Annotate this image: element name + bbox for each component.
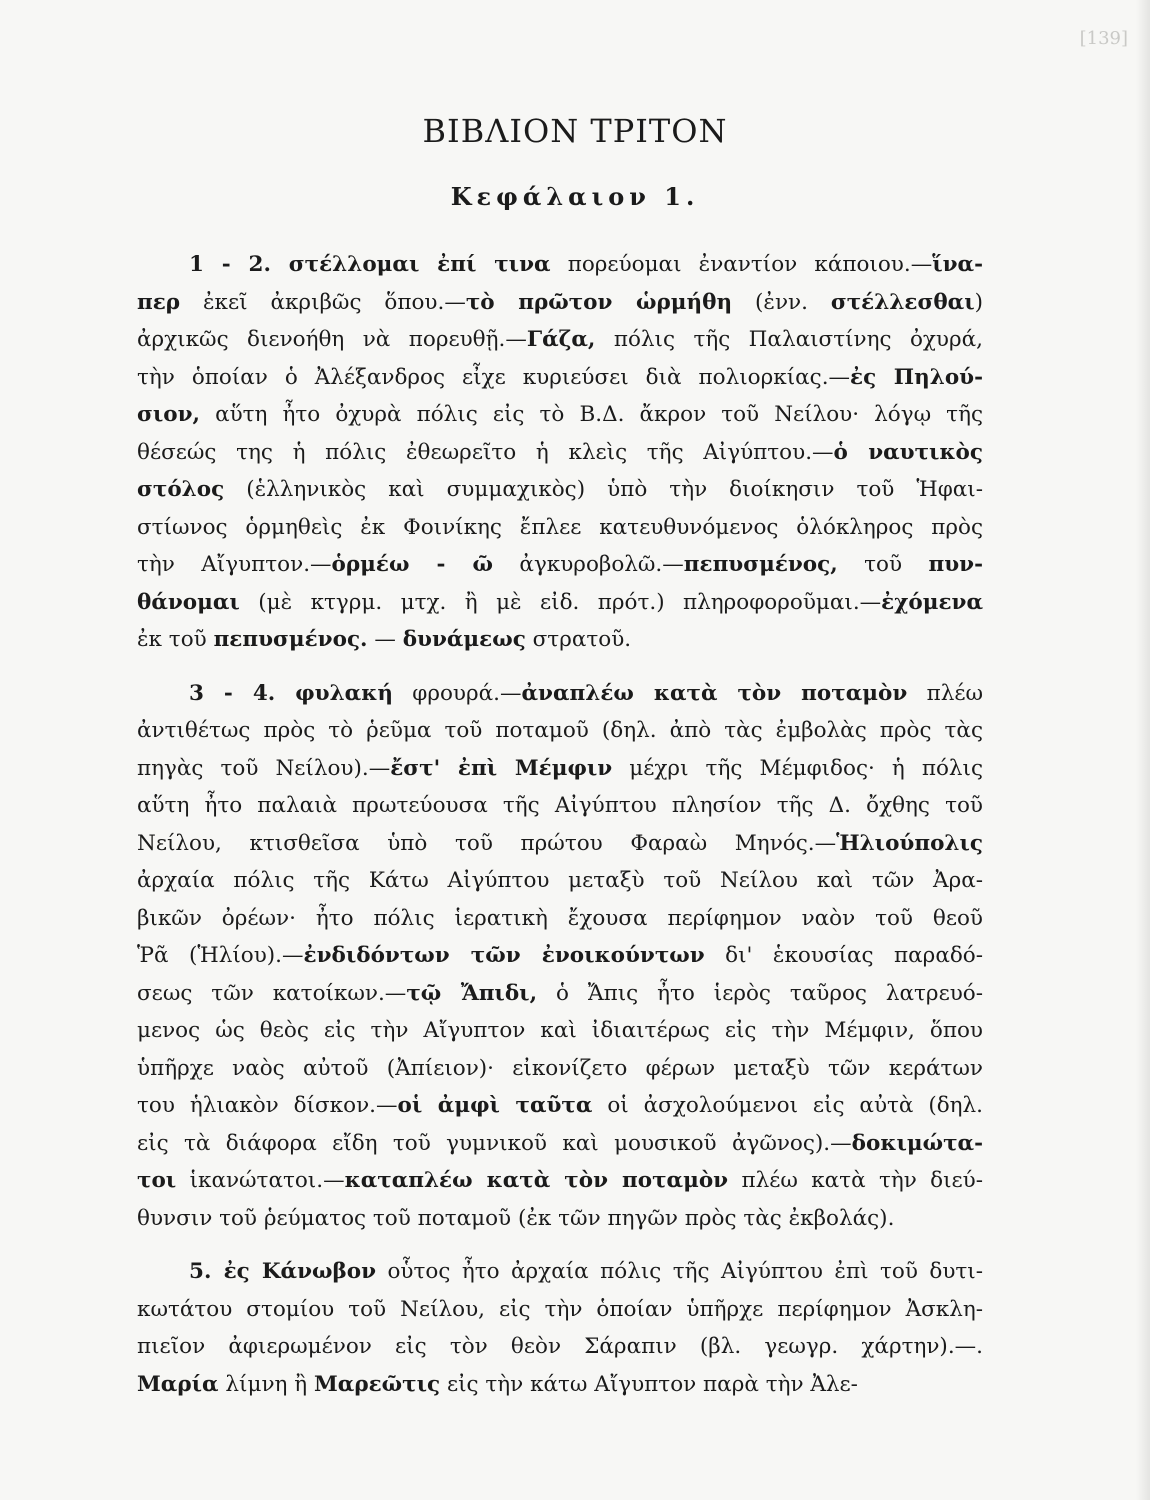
- lemma: πεπυσμένος.: [213, 627, 368, 652]
- gloss: θυνσιν τοῦ ῥεύματος τοῦ ποταμοῦ (ἐκ τῶν πηγῶν πρὸς τὰς ἐκβολάς).: [137, 1205, 895, 1231]
- text-line: [137, 1366, 983, 1404]
- gloss: αὕτη ἦτο παλαιὰ πρωτεύουσα τῆς Αἰγύπτου πλησίον τῆς Δ. ὄχθης τοῦ: [137, 793, 983, 818]
- chapter-heading: Κεφάλαιον 1.: [450, 182, 700, 211]
- lemma: ὁρμέω - ῶ: [331, 552, 493, 577]
- text-line: [137, 359, 983, 397]
- paragraph-gap: [137, 1237, 983, 1253]
- gloss: —: [367, 627, 403, 652]
- gloss: πορεύομαι ἐναντίον κάποιου.—: [550, 252, 933, 277]
- lemma: ἐς Κάνωβον: [223, 1259, 376, 1284]
- gloss: ἀρχικῶς διενοήθη νὰ πορευθῇ.—: [137, 327, 527, 352]
- gloss: οἱ ἀσχολούμενοι εἰς αὐτὰ (δηλ.: [592, 1093, 983, 1118]
- lemma: 1 - 2.: [189, 252, 289, 277]
- text-line: [137, 900, 983, 938]
- text-line: [137, 1328, 983, 1366]
- text-line: [137, 1162, 983, 1200]
- gloss: τοῦ: [837, 552, 929, 577]
- gloss: εἰς τὰ διάφορα εἴδη τοῦ γυμνικοῦ καὶ μουσικοῦ ἀγῶνος).—: [137, 1130, 852, 1156]
- lemma: ἐχόμενα: [881, 589, 983, 615]
- commentary-paragraph: [137, 1253, 983, 1403]
- gloss: (μὲ κτγρμ. μτχ. ἢ μὲ εἰδ. πρότ.) πληροφοροῦμαι.—: [239, 589, 882, 615]
- text-line: [137, 750, 983, 788]
- gloss: εἰς τὴν κάτω Αἴγυπτον παρὰ τὴν Ἀλε-: [440, 1371, 858, 1397]
- gloss: ): [974, 289, 983, 315]
- text-line: [137, 975, 983, 1013]
- gloss: ἱκανώτατοι.—: [176, 1168, 345, 1193]
- text-line: [137, 1125, 983, 1163]
- lemma: δοκιμώτα-: [851, 1130, 983, 1156]
- commentary-body: [137, 246, 983, 1403]
- gloss: στρατοῦ.: [525, 627, 632, 652]
- lemma: φυλακή: [295, 680, 393, 706]
- gloss: ἀγκυροβολῶ.—: [493, 552, 684, 577]
- lemma: Μαρία: [137, 1371, 219, 1397]
- lemma: ὁ ναυτικὸς: [833, 439, 983, 465]
- gloss: μενος ὡς θεὸς εἰς τὴν Αἴγυπτον καὶ ἰδιαιτέρως εἰς τὴν Μέμφιν, ὅπου: [137, 1018, 983, 1043]
- text-line: [137, 787, 983, 825]
- lemma: ἔστ' ἐπὶ Μέμφιν: [390, 755, 613, 781]
- gloss: ἐκ τοῦ: [137, 627, 214, 652]
- lemma: οἱ ἀμφὶ ταῦτα: [397, 1093, 593, 1118]
- text-line: [137, 712, 983, 750]
- gloss: πηγὰς τοῦ Νείλου).—: [137, 755, 391, 781]
- gloss: πλέω: [907, 680, 983, 706]
- gloss: πλέω κατὰ τὴν διεύ-: [728, 1168, 983, 1193]
- gloss: πόλις τῆς Παλαιστίνης ὀχυρά,: [595, 327, 983, 352]
- commentary-paragraph: [137, 246, 983, 659]
- lemma: στέλλομαι ἐπί τινα: [288, 252, 551, 277]
- gloss: ἐκεῖ ἀκριβῶς ὅπου.—: [180, 289, 466, 315]
- lemma: ἀναπλέω κατὰ τὸν ποταμὸν: [521, 680, 908, 706]
- lemma: πυν-: [928, 552, 983, 577]
- text-line: [137, 862, 983, 900]
- lemma: δυνάμεως: [402, 627, 526, 652]
- gloss: μέχρι τῆς Μέμφιδος· ἡ πόλις: [612, 755, 983, 781]
- lemma: 3 - 4.: [189, 680, 296, 706]
- lemma: στόλος: [137, 477, 225, 502]
- text-line: [137, 1050, 983, 1088]
- lemma: Ἡλιούπολις: [836, 830, 983, 856]
- gloss: δι' ἑκουσίας παραδό-: [704, 943, 983, 968]
- lemma: 5.: [189, 1259, 224, 1284]
- gloss: θέσεώς της ἡ πόλις ἐθεωρεῖτο ἡ κλεὶς τῆς Αἰγύπτου.—: [137, 439, 834, 465]
- gloss: φρουρά.—: [392, 680, 522, 706]
- text-line: [137, 1253, 983, 1291]
- lemma: Μαρεῶτις: [313, 1371, 441, 1397]
- text-line: [137, 937, 983, 975]
- lemma: ἵνα-: [932, 252, 983, 277]
- page-number: [139]: [1079, 28, 1128, 49]
- gloss: στίωνος ὁρμηθεὶς ἐκ Φοινίκης ἔπλεε κατευθυνόμενος ὁλόκληρος πρὸς: [137, 514, 983, 540]
- gloss: τὴν Αἴγυπτον.—: [137, 552, 332, 577]
- text-line: [137, 675, 983, 713]
- gloss: (ἑλληνικὸς καὶ συμμαχικὸς) ὑπὸ τὴν διοίκησιν τοῦ Ἡφαι-: [224, 477, 983, 502]
- lemma: περ: [137, 289, 181, 315]
- gloss: κωτάτου στομίου τοῦ Νείλου, εἰς τὴν ὁποίαν ὑπῆρχε περίφημον Ἀσκλη-: [137, 1296, 983, 1322]
- lemma: ἐνδιδόντων τῶν ἐνοικούντων: [303, 943, 705, 968]
- text-line: [137, 509, 983, 547]
- commentary-paragraph: [137, 675, 983, 1238]
- gloss: αὕτη ἦτο ὀχυρὰ πόλις εἰς τὸ Β.Δ. ἄκρον τοῦ Νείλου· λόγῳ τῆς: [200, 402, 983, 427]
- gloss: ὑπῆρχε ναὸς αὐτοῦ (Ἀπίειον)· εἰκονίζετο φέρων μεταξὺ τῶν κεράτων: [137, 1055, 983, 1081]
- text-line: [137, 825, 983, 863]
- gloss: σεως τῶν κατοίκων.—: [137, 980, 407, 1006]
- gloss: λίμνη ἢ: [218, 1371, 314, 1397]
- lemma: πεπυσμένος,: [683, 552, 838, 577]
- lemma: ἐς Πηλού-: [850, 364, 983, 390]
- text-line: [137, 584, 983, 622]
- gloss: βικῶν ὀρέων· ἦτο πόλις ἱερατικὴ ἔχουσα περίφημον ναὸν τοῦ θεοῦ: [137, 905, 983, 931]
- text-line: [137, 471, 983, 509]
- text-line: [137, 1200, 983, 1238]
- text-line: [137, 284, 983, 322]
- lemma: καταπλέω κατὰ τὸν ποταμὸν: [344, 1168, 729, 1193]
- text-line: [137, 1087, 983, 1125]
- running-title: ΒΙΒΛΙΟΝ ΤΡΙΤΟΝ: [422, 112, 728, 150]
- text-line: [137, 434, 983, 472]
- gloss: ἀρχαία πόλις τῆς Κάτω Αἰγύπτου μεταξὺ τοῦ Νείλου καὶ τῶν Ἀρα-: [137, 868, 983, 893]
- gloss: (ἐνν.: [732, 289, 831, 315]
- text-line: [137, 246, 983, 284]
- lemma: Γάζα,: [526, 327, 596, 352]
- gloss: ὁ Ἄπις ἦτο ἱερὸς ταῦρος λατρευό-: [537, 980, 983, 1006]
- lemma: τὸ πρῶτον ὡρμήθη: [465, 289, 733, 315]
- lemma: σιον,: [137, 402, 200, 427]
- text-line: [137, 1012, 983, 1050]
- paragraph-gap: [137, 659, 983, 675]
- lemma: στέλλεσθαι: [830, 289, 975, 315]
- gloss: Ῥᾶ (Ἡλίου).—: [137, 943, 304, 968]
- text-line: [137, 396, 983, 434]
- lemma: τοι: [137, 1168, 177, 1193]
- gloss: οὗτος ἦτο ἀρχαία πόλις τῆς Αἰγύπτου ἐπὶ τοῦ δυτι-: [376, 1259, 983, 1284]
- page-edge-shadow: [1136, 0, 1150, 1500]
- text-line: [137, 321, 983, 359]
- text-line: [137, 621, 983, 659]
- lemma: θάνομαι: [137, 589, 240, 615]
- gloss: τὴν ὁποίαν ὁ Ἀλέξανδρος εἶχε κυριεύσει διὰ πολιορκίας.—: [137, 364, 851, 390]
- gloss: ἀντιθέτως πρὸς τὸ ῥεῦμα τοῦ ποταμοῦ (δηλ. ἀπὸ τὰς ἐμβολὰς πρὸς τὰς: [137, 718, 983, 743]
- lemma: τῷ Ἄπιδι,: [406, 980, 538, 1006]
- text-line: [137, 1291, 983, 1329]
- gloss: πιεῖον ἀφιερωμένον εἰς τὸν θεὸν Σάραπιν (βλ. γεωγρ. χάρτην).—.: [137, 1334, 983, 1359]
- gloss: του ἡλιακὸν δίσκον.—: [137, 1093, 398, 1118]
- gloss: Νείλου, κτισθεῖσα ὑπὸ τοῦ πρώτου Φαραὼ Μηνός.—: [137, 830, 837, 856]
- text-line: [137, 546, 983, 584]
